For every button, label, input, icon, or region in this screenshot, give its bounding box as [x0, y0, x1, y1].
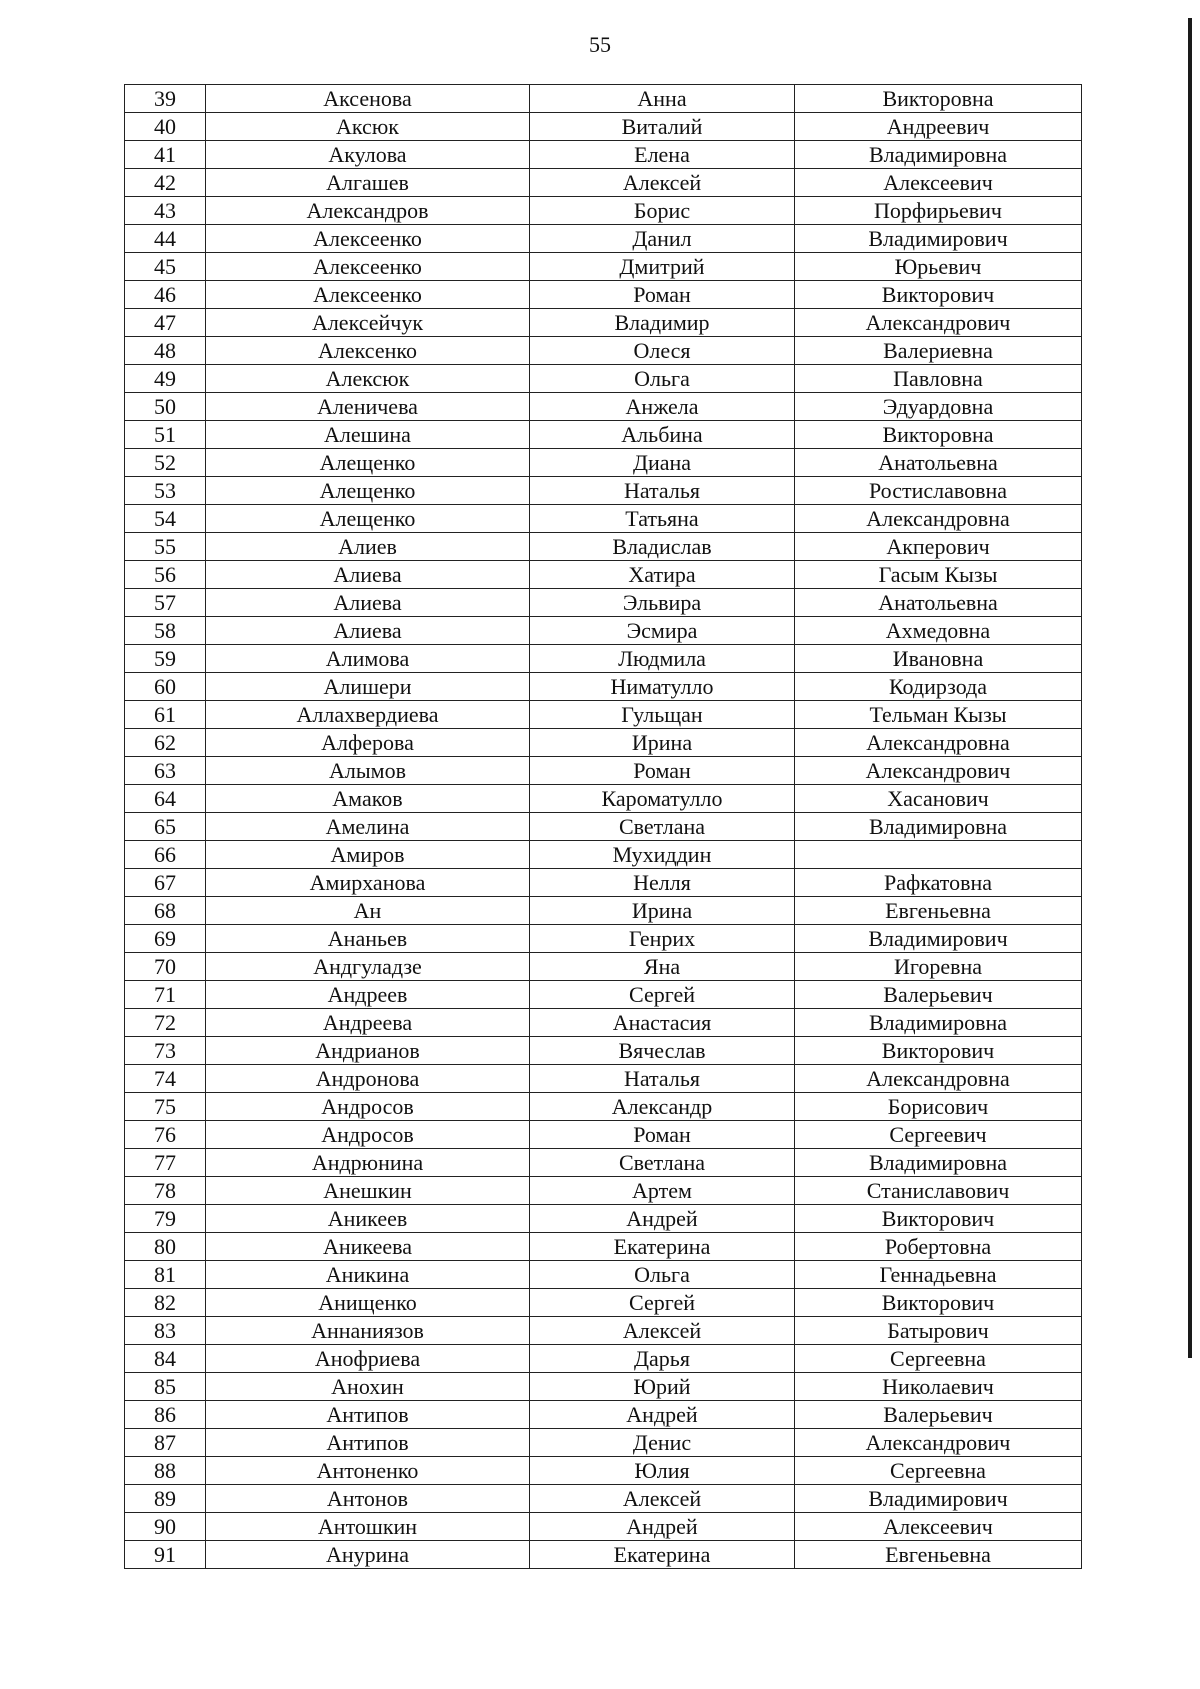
patronymic-cell: Павловна — [795, 365, 1082, 393]
table-row — [125, 813, 1082, 841]
table-row — [125, 393, 1082, 421]
first-name-cell: Диана — [530, 449, 795, 477]
table-row — [125, 225, 1082, 253]
patronymic-cell: Владимировна — [795, 1149, 1082, 1177]
row-number-cell: 52 — [125, 449, 206, 477]
patronymic-cell: Робертовна — [795, 1233, 1082, 1261]
patronymic-cell: Владимировна — [795, 813, 1082, 841]
patronymic-cell: Владимирович — [795, 1485, 1082, 1513]
table-row — [125, 1541, 1082, 1569]
table-row — [125, 1093, 1082, 1121]
table-row — [125, 757, 1082, 785]
table-row — [125, 1149, 1082, 1177]
patronymic-cell: Андреевич — [795, 113, 1082, 141]
last-name-cell: Аникеев — [206, 1205, 530, 1233]
last-name-cell: Ан — [206, 897, 530, 925]
patronymic-cell: Сергеевна — [795, 1457, 1082, 1485]
last-name-cell: Алиева — [206, 617, 530, 645]
patronymic-cell: Александровна — [795, 505, 1082, 533]
patronymic-cell: Сергеевна — [795, 1345, 1082, 1373]
table-row — [125, 645, 1082, 673]
last-name-cell: Алексеенко — [206, 281, 530, 309]
patronymic-cell: Сергеевич — [795, 1121, 1082, 1149]
first-name-cell: Борис — [530, 197, 795, 225]
patronymic-cell: Станиславович — [795, 1177, 1082, 1205]
patronymic-cell: Владимирович — [795, 925, 1082, 953]
patronymic-cell: Владимировна — [795, 1009, 1082, 1037]
last-name-cell: Амиров — [206, 841, 530, 869]
first-name-cell: Анастасия — [530, 1009, 795, 1037]
patronymic-cell: Александрович — [795, 309, 1082, 337]
table-row — [125, 365, 1082, 393]
patronymic-cell: Хасанович — [795, 785, 1082, 813]
table-row — [125, 449, 1082, 477]
patronymic-cell: Александрович — [795, 1429, 1082, 1457]
row-number-cell: 77 — [125, 1149, 206, 1177]
last-name-cell: Антошкин — [206, 1513, 530, 1541]
table-row — [125, 309, 1082, 337]
table-row — [125, 701, 1082, 729]
first-name-cell: Дмитрий — [530, 253, 795, 281]
patronymic-cell: Акперович — [795, 533, 1082, 561]
table-row — [125, 1037, 1082, 1065]
row-number-cell: 73 — [125, 1037, 206, 1065]
table-row — [125, 141, 1082, 169]
first-name-cell: Гульщан — [530, 701, 795, 729]
last-name-cell: Андреев — [206, 981, 530, 1009]
table-row — [125, 1485, 1082, 1513]
last-name-cell: Антипов — [206, 1429, 530, 1457]
table-row — [125, 337, 1082, 365]
first-name-cell: Наталья — [530, 1065, 795, 1093]
row-number-cell: 56 — [125, 561, 206, 589]
first-name-cell: Кароматулло — [530, 785, 795, 813]
last-name-cell: Андгуладзе — [206, 953, 530, 981]
last-name-cell: Амаков — [206, 785, 530, 813]
row-number-cell: 68 — [125, 897, 206, 925]
patronymic-cell: Валерьевич — [795, 1401, 1082, 1429]
last-name-cell: Андросов — [206, 1121, 530, 1149]
first-name-cell: Алексей — [530, 169, 795, 197]
patronymic-cell: Владимировна — [795, 141, 1082, 169]
row-number-cell: 83 — [125, 1317, 206, 1345]
last-name-cell: Акулова — [206, 141, 530, 169]
scan-edge-line — [1188, 18, 1192, 1358]
row-number-cell: 59 — [125, 645, 206, 673]
first-name-cell: Нелля — [530, 869, 795, 897]
table-row — [125, 561, 1082, 589]
last-name-cell: Амелина — [206, 813, 530, 841]
first-name-cell: Дарья — [530, 1345, 795, 1373]
table-row — [125, 1373, 1082, 1401]
table-row — [125, 1009, 1082, 1037]
first-name-cell: Ирина — [530, 729, 795, 757]
first-name-cell: Елена — [530, 141, 795, 169]
first-name-cell: Вячеслав — [530, 1037, 795, 1065]
first-name-cell: Юлия — [530, 1457, 795, 1485]
table-row — [125, 113, 1082, 141]
table-row — [125, 197, 1082, 225]
first-name-cell: Яна — [530, 953, 795, 981]
patronymic-cell: Александровна — [795, 729, 1082, 757]
patronymic-cell: Викторович — [795, 1205, 1082, 1233]
row-number-cell: 60 — [125, 673, 206, 701]
last-name-cell: Аллахвердиева — [206, 701, 530, 729]
last-name-cell: Амирханова — [206, 869, 530, 897]
patronymic-cell: Кодирзода — [795, 673, 1082, 701]
patronymic-cell: Борисович — [795, 1093, 1082, 1121]
table-row — [125, 897, 1082, 925]
table-row — [125, 785, 1082, 813]
row-number-cell: 78 — [125, 1177, 206, 1205]
last-name-cell: Андрюнина — [206, 1149, 530, 1177]
row-number-cell: 90 — [125, 1513, 206, 1541]
first-name-cell: Мухиддин — [530, 841, 795, 869]
row-number-cell: 41 — [125, 141, 206, 169]
first-name-cell: Светлана — [530, 813, 795, 841]
row-number-cell: 43 — [125, 197, 206, 225]
first-name-cell: Андрей — [530, 1205, 795, 1233]
patronymic-cell: Гасым Кызы — [795, 561, 1082, 589]
row-number-cell: 61 — [125, 701, 206, 729]
last-name-cell: Алферова — [206, 729, 530, 757]
row-number-cell: 49 — [125, 365, 206, 393]
patronymic-cell — [795, 841, 1082, 869]
first-name-cell: Артем — [530, 1177, 795, 1205]
patronymic-cell: Валерьевич — [795, 981, 1082, 1009]
row-number-cell: 55 — [125, 533, 206, 561]
first-name-cell: Ирина — [530, 897, 795, 925]
patronymic-cell: Александрович — [795, 757, 1082, 785]
first-name-cell: Хатира — [530, 561, 795, 589]
patronymic-cell: Викторович — [795, 1289, 1082, 1317]
patronymic-cell: Ахмедовна — [795, 617, 1082, 645]
first-name-cell: Виталий — [530, 113, 795, 141]
table-row — [125, 1121, 1082, 1149]
row-number-cell: 76 — [125, 1121, 206, 1149]
last-name-cell: Аникина — [206, 1261, 530, 1289]
first-name-cell: Татьяна — [530, 505, 795, 533]
row-number-cell: 40 — [125, 113, 206, 141]
row-number-cell: 71 — [125, 981, 206, 1009]
patronymic-cell: Рафкатовна — [795, 869, 1082, 897]
table-row — [125, 1457, 1082, 1485]
row-number-cell: 48 — [125, 337, 206, 365]
row-number-cell: 82 — [125, 1289, 206, 1317]
last-name-cell: Алексеенко — [206, 225, 530, 253]
row-number-cell: 64 — [125, 785, 206, 813]
table-row — [125, 589, 1082, 617]
first-name-cell: Альбина — [530, 421, 795, 449]
row-number-cell: 91 — [125, 1541, 206, 1569]
patronymic-cell: Викторовна — [795, 85, 1082, 113]
last-name-cell: Анурина — [206, 1541, 530, 1569]
row-number-cell: 67 — [125, 869, 206, 897]
table-row — [125, 1289, 1082, 1317]
patronymic-cell: Анатольевна — [795, 589, 1082, 617]
last-name-cell: Алимова — [206, 645, 530, 673]
row-number-cell: 63 — [125, 757, 206, 785]
patronymic-cell: Александровна — [795, 1065, 1082, 1093]
patronymic-cell: Викторович — [795, 281, 1082, 309]
last-name-cell: Аннаниязов — [206, 1317, 530, 1345]
first-name-cell: Олеся — [530, 337, 795, 365]
table-row — [125, 673, 1082, 701]
row-number-cell: 51 — [125, 421, 206, 449]
row-number-cell: 39 — [125, 85, 206, 113]
row-number-cell: 66 — [125, 841, 206, 869]
table-row — [125, 1205, 1082, 1233]
table-row — [125, 1261, 1082, 1289]
row-number-cell: 70 — [125, 953, 206, 981]
table-row — [125, 1317, 1082, 1345]
last-name-cell: Алымов — [206, 757, 530, 785]
first-name-cell: Екатерина — [530, 1233, 795, 1261]
row-number-cell: 88 — [125, 1457, 206, 1485]
row-number-cell: 74 — [125, 1065, 206, 1093]
first-name-cell: Людмила — [530, 645, 795, 673]
table-row — [125, 925, 1082, 953]
last-name-cell: Анохин — [206, 1373, 530, 1401]
row-number-cell: 62 — [125, 729, 206, 757]
table-row — [125, 953, 1082, 981]
row-number-cell: 89 — [125, 1485, 206, 1513]
last-name-cell: Анофриева — [206, 1345, 530, 1373]
last-name-cell: Алиева — [206, 589, 530, 617]
first-name-cell: Эльвира — [530, 589, 795, 617]
patronymic-cell: Юрьевич — [795, 253, 1082, 281]
last-name-cell: Алексюк — [206, 365, 530, 393]
first-name-cell: Владислав — [530, 533, 795, 561]
first-name-cell: Александр — [530, 1093, 795, 1121]
table-row — [125, 477, 1082, 505]
patronymic-cell: Эдуардовна — [795, 393, 1082, 421]
last-name-cell: Антоненко — [206, 1457, 530, 1485]
last-name-cell: Анищенко — [206, 1289, 530, 1317]
table-row — [125, 1177, 1082, 1205]
first-name-cell: Алексей — [530, 1317, 795, 1345]
last-name-cell: Алиева — [206, 561, 530, 589]
row-number-cell: 84 — [125, 1345, 206, 1373]
last-name-cell: Андросов — [206, 1093, 530, 1121]
row-number-cell: 75 — [125, 1093, 206, 1121]
table-row — [125, 1513, 1082, 1541]
patronymic-cell: Игоревна — [795, 953, 1082, 981]
first-name-cell: Роман — [530, 281, 795, 309]
table-row — [125, 533, 1082, 561]
first-name-cell: Генрих — [530, 925, 795, 953]
row-number-cell: 45 — [125, 253, 206, 281]
row-number-cell: 47 — [125, 309, 206, 337]
patronymic-cell: Владимирович — [795, 225, 1082, 253]
last-name-cell: Антонов — [206, 1485, 530, 1513]
last-name-cell: Алексеенко — [206, 253, 530, 281]
first-name-cell: Наталья — [530, 477, 795, 505]
patronymic-cell: Евгеньевна — [795, 897, 1082, 925]
table-row — [125, 253, 1082, 281]
last-name-cell: Анешкин — [206, 1177, 530, 1205]
last-name-cell: Ананьев — [206, 925, 530, 953]
last-name-cell: Алешина — [206, 421, 530, 449]
row-number-cell: 42 — [125, 169, 206, 197]
row-number-cell: 69 — [125, 925, 206, 953]
patronymic-cell: Тельман Кызы — [795, 701, 1082, 729]
row-number-cell: 44 — [125, 225, 206, 253]
first-name-cell: Юрий — [530, 1373, 795, 1401]
patronymic-cell: Николаевич — [795, 1373, 1082, 1401]
patronymic-cell: Викторович — [795, 1037, 1082, 1065]
table-row — [125, 729, 1082, 757]
patronymic-cell: Валериевна — [795, 337, 1082, 365]
row-number-cell: 80 — [125, 1233, 206, 1261]
row-number-cell: 57 — [125, 589, 206, 617]
first-name-cell: Роман — [530, 1121, 795, 1149]
first-name-cell: Алексей — [530, 1485, 795, 1513]
first-name-cell: Анна — [530, 85, 795, 113]
first-name-cell: Данил — [530, 225, 795, 253]
first-name-cell: Сергей — [530, 981, 795, 1009]
last-name-cell: Антипов — [206, 1401, 530, 1429]
last-name-cell: Алексейчук — [206, 309, 530, 337]
table-row — [125, 281, 1082, 309]
patronymic-cell: Ростиславовна — [795, 477, 1082, 505]
patronymic-cell: Алексеевич — [795, 169, 1082, 197]
first-name-cell: Ниматулло — [530, 673, 795, 701]
first-name-cell: Денис — [530, 1429, 795, 1457]
table-row — [125, 1401, 1082, 1429]
patronymic-cell: Анатольевна — [795, 449, 1082, 477]
last-name-cell: Андрианов — [206, 1037, 530, 1065]
last-name-cell: Алгашев — [206, 169, 530, 197]
last-name-cell: Аксюк — [206, 113, 530, 141]
last-name-cell: Алещенко — [206, 477, 530, 505]
row-number-cell: 54 — [125, 505, 206, 533]
last-name-cell: Аленичева — [206, 393, 530, 421]
table-row — [125, 869, 1082, 897]
patronymic-cell: Ивановна — [795, 645, 1082, 673]
first-name-cell: Роман — [530, 757, 795, 785]
table-row — [125, 1429, 1082, 1457]
table-row — [125, 85, 1082, 113]
last-name-cell: Алещенко — [206, 449, 530, 477]
table-row — [125, 169, 1082, 197]
first-name-cell: Светлана — [530, 1149, 795, 1177]
last-name-cell: Андреева — [206, 1009, 530, 1037]
table-row — [125, 421, 1082, 449]
patronymic-cell: Алексеевич — [795, 1513, 1082, 1541]
last-name-cell: Аксенова — [206, 85, 530, 113]
table-row — [125, 1065, 1082, 1093]
row-number-cell: 53 — [125, 477, 206, 505]
first-name-cell: Сергей — [530, 1289, 795, 1317]
row-number-cell: 86 — [125, 1401, 206, 1429]
patronymic-cell: Евгеньевна — [795, 1541, 1082, 1569]
first-name-cell: Анжела — [530, 393, 795, 421]
last-name-cell: Алиев — [206, 533, 530, 561]
names-table — [124, 84, 1082, 1569]
first-name-cell: Екатерина — [530, 1541, 795, 1569]
first-name-cell: Ольга — [530, 1261, 795, 1289]
last-name-cell: Александров — [206, 197, 530, 225]
first-name-cell: Эсмира — [530, 617, 795, 645]
first-name-cell: Андрей — [530, 1401, 795, 1429]
patronymic-cell: Викторовна — [795, 421, 1082, 449]
patronymic-cell: Геннадьевна — [795, 1261, 1082, 1289]
table-row — [125, 1345, 1082, 1373]
first-name-cell: Ольга — [530, 365, 795, 393]
table-row — [125, 617, 1082, 645]
patronymic-cell: Порфирьевич — [795, 197, 1082, 225]
table-row — [125, 505, 1082, 533]
row-number-cell: 72 — [125, 1009, 206, 1037]
names-table-body — [125, 85, 1082, 1569]
row-number-cell: 58 — [125, 617, 206, 645]
last-name-cell: Аникеева — [206, 1233, 530, 1261]
patronymic-cell: Батырович — [795, 1317, 1082, 1345]
last-name-cell: Алещенко — [206, 505, 530, 533]
row-number-cell: 85 — [125, 1373, 206, 1401]
table-row — [125, 981, 1082, 1009]
first-name-cell: Андрей — [530, 1513, 795, 1541]
row-number-cell: 65 — [125, 813, 206, 841]
row-number-cell: 46 — [125, 281, 206, 309]
last-name-cell: Алексенко — [206, 337, 530, 365]
first-name-cell: Владимир — [530, 309, 795, 337]
last-name-cell: Алишери — [206, 673, 530, 701]
row-number-cell: 50 — [125, 393, 206, 421]
table-row — [125, 841, 1082, 869]
row-number-cell: 87 — [125, 1429, 206, 1457]
last-name-cell: Андронова — [206, 1065, 530, 1093]
row-number-cell: 79 — [125, 1205, 206, 1233]
row-number-cell: 81 — [125, 1261, 206, 1289]
page-number: 55 — [589, 32, 611, 57]
table-row — [125, 1233, 1082, 1261]
